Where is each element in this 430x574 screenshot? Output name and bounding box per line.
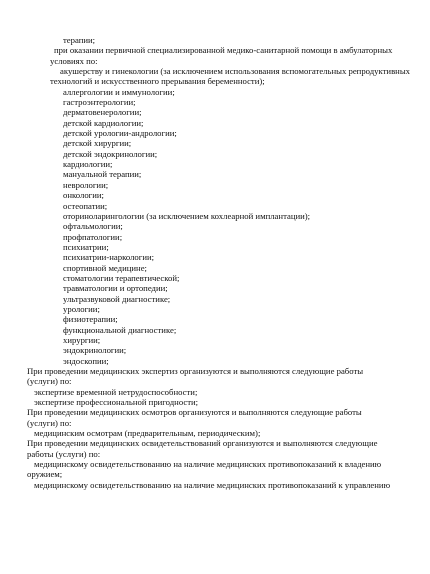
text-line: профпатологии; — [63, 231, 123, 242]
text-line: дерматовенерологии; — [63, 107, 142, 118]
text-line: При проведении медицинских освидетельствований организуются и выполняются следующие — [27, 438, 378, 449]
text-line: при оказании первичной специализированной медико-санитарной помощи в амбулаторных — [54, 45, 393, 56]
text-line: оториноларингологии (за исключением кохлеарной имплантации); — [63, 210, 311, 221]
text-line: работы (услуги) по: — [27, 448, 101, 459]
text-line: детской урологии-андрологии; — [63, 128, 177, 139]
text-line: остеопатии; — [63, 200, 108, 211]
text-line: экспертизе профессиональной пригодности; — [34, 397, 199, 408]
document-page — [0, 35, 430, 490]
text-line: (услуги) по: — [27, 376, 72, 387]
text-line: (услуги) по: — [27, 417, 72, 428]
text-line: При проведении медицинских осмотров организуются и выполняются следующие работы — [27, 407, 362, 418]
text-line: детской эндокринологии; — [63, 148, 158, 159]
text-line: медицинскому освидетельствованию на наличие медицинских противопоказаний к владению — [34, 459, 382, 470]
text-line: урологии; — [63, 303, 100, 314]
text-line: неврологии; — [63, 179, 109, 190]
text-line: аллергологии и иммунологии; — [63, 86, 175, 97]
text-line: физиотерапии; — [63, 314, 118, 325]
text-line: онкологии; — [63, 190, 104, 201]
text-line: терапии; — [63, 35, 96, 45]
text-line: травматологии и ортопедии; — [63, 283, 168, 294]
text-line: хирургии; — [63, 334, 101, 345]
text-line: акушерству и гинекологии (за исключением использования вспомогательных репродуктивных — [60, 66, 411, 77]
text-line: медицинским осмотрам (предварительным, периодическим); — [34, 428, 261, 439]
text-line: детской хирургии; — [63, 138, 132, 149]
text-line: функциональной диагностике; — [63, 324, 177, 335]
text-line: оружием; — [27, 469, 63, 480]
text-line: гастроэнтерологии; — [63, 97, 136, 108]
text-line: условиях по: — [50, 55, 98, 66]
text-line: стоматологии терапевтической; — [63, 272, 180, 283]
text-line: экспертизе временной нетрудоспособности; — [34, 386, 198, 397]
text-line: медицинскому освидетельствованию на наличие медицинских противопоказаний к управлению — [34, 479, 391, 490]
text-line: мануальной терапии; — [63, 169, 142, 180]
text-line: психиатрии; — [63, 241, 109, 252]
text-line: эндокринологии; — [63, 345, 127, 356]
text-line: психиатрии-наркологии; — [63, 252, 155, 263]
text-line: При проведении медицинских экспертиз организуются и выполняются следующие работы — [27, 366, 364, 376]
text-line: детской кардиологии; — [63, 117, 144, 128]
text-line: кардиологии; — [63, 159, 113, 170]
text-line: ультразвуковой диагностике; — [63, 293, 171, 304]
text-line: эндоскопии; — [63, 355, 109, 366]
text-line: технологий и искусственного прерывания беременности); — [50, 76, 265, 87]
text-line: офтальмологии; — [63, 221, 123, 232]
text-line: спортивной медицине; — [63, 262, 147, 273]
